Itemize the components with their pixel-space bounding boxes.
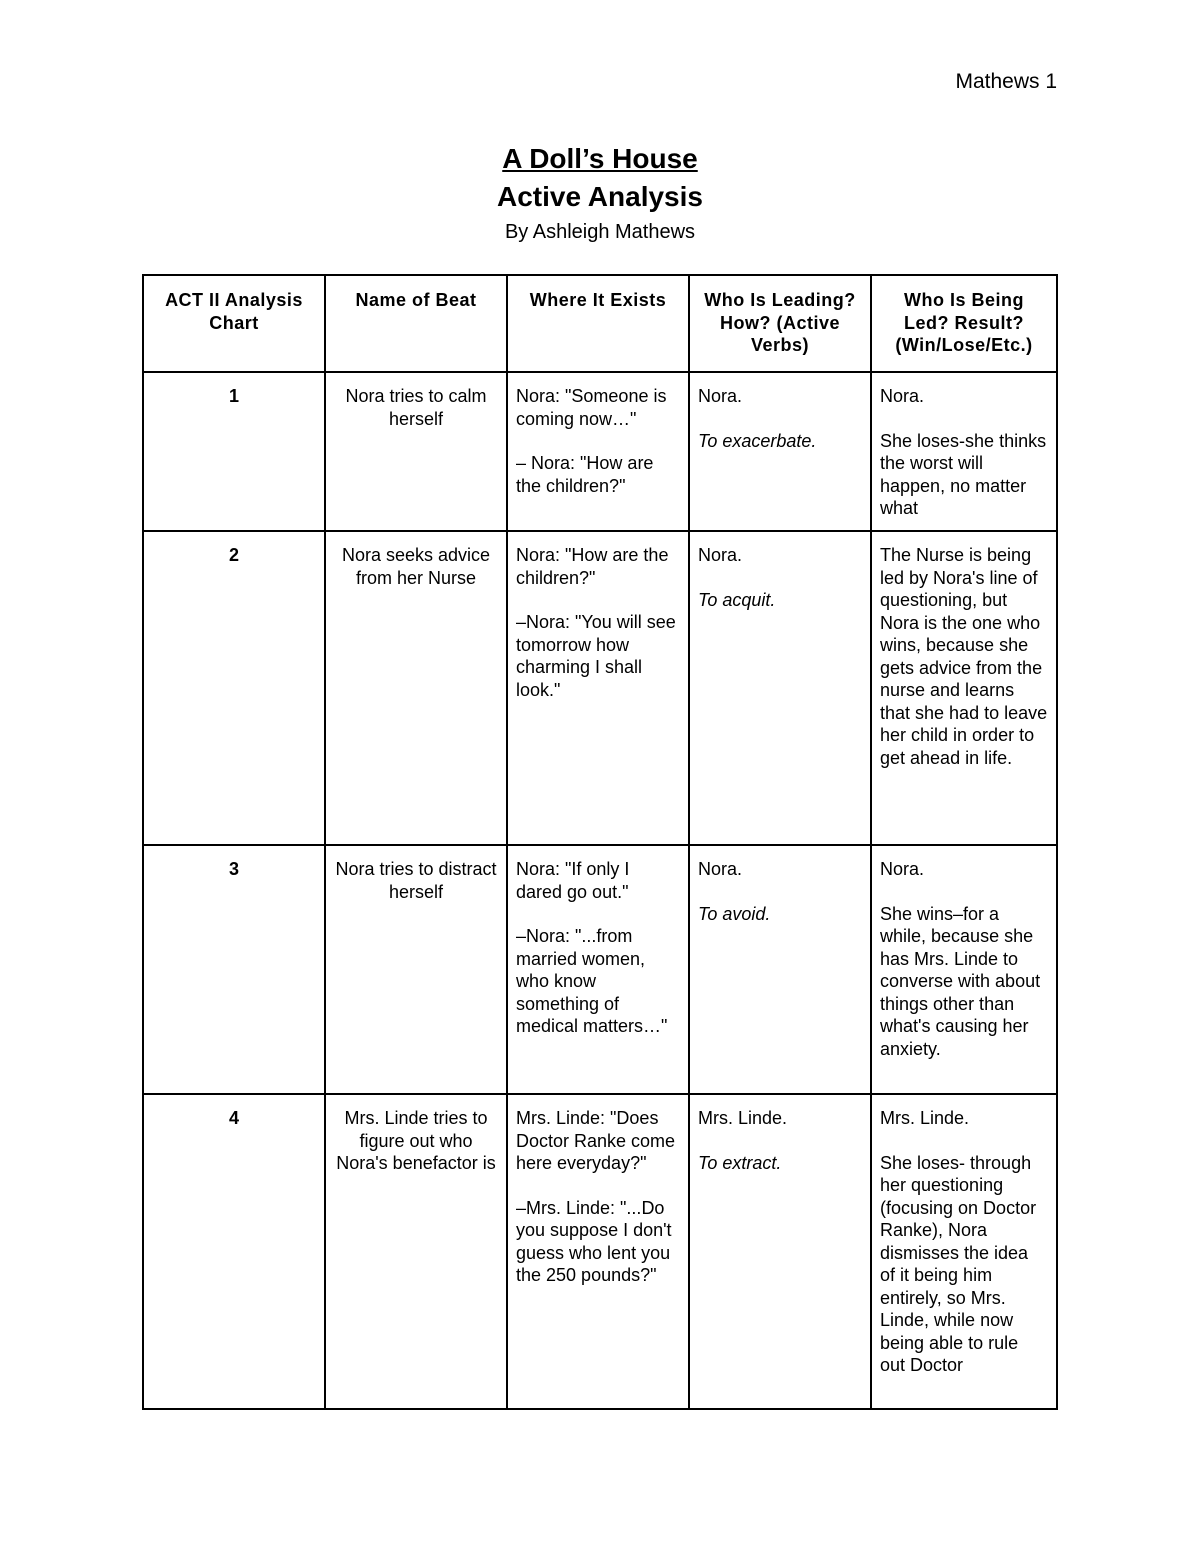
table-row	[143, 531, 1057, 845]
quote: Nora: "Someone is coming now…"	[516, 386, 667, 429]
quote: – Nora: "How are the children?"	[516, 453, 654, 496]
quote: –Nora: "...from married women, who know something of medical matters…"	[516, 926, 668, 1036]
header-where: Where It Exists	[507, 275, 689, 372]
beat-name: Nora seeks advice from her Nurse	[325, 531, 507, 845]
led-name: Nora.	[880, 386, 925, 406]
beat-where	[507, 845, 689, 1094]
quote: –Nora: "You will see tomorrow how charming I shall look."	[516, 612, 676, 700]
document-title: A Doll’s House	[502, 143, 698, 174]
page-number-header: Mathews 1	[955, 70, 1057, 93]
beat-name: Nora tries to calm herself	[325, 372, 507, 531]
beat-name: Nora tries to distract herself	[325, 845, 507, 1094]
table-header-row	[143, 275, 1057, 372]
header-leader: Who Is Leading? How? (Active Verbs)	[689, 275, 871, 372]
beat-number: 3	[143, 845, 325, 1094]
active-verb: To acquit.	[698, 589, 776, 610]
beat-led	[871, 1094, 1057, 1409]
beat-leader	[689, 372, 871, 531]
beat-number: 4	[143, 1094, 325, 1409]
quote: Nora: "How are the children?"	[516, 545, 669, 588]
active-verb: To exacerbate.	[698, 430, 817, 451]
result: She loses- through her questioning (focusing on Doctor Ranke), Nora dismisses the idea of it being him entirely, so Mrs. Linde, while now being able to rule out Doctor	[880, 1152, 1037, 1375]
beat-led	[871, 372, 1057, 531]
led-name: Mrs. Linde.	[880, 1108, 970, 1128]
beat-where	[507, 1094, 689, 1409]
leader-name: Nora.	[698, 859, 743, 879]
beat-number: 1	[143, 372, 325, 531]
beat-leader	[689, 1094, 871, 1409]
result: She loses-she thinks the worst will happen, no matter what	[880, 430, 1047, 518]
beat-name: Mrs. Linde tries to figure out who Nora's benefactor is	[325, 1094, 507, 1409]
result: The Nurse is being led by Nora's line of questioning, but Nora is the one who wins, because she gets advice from the nurse and learns that she had to leave her child in order to get ahead in life.	[880, 545, 1048, 768]
beat-number: 2	[143, 531, 325, 845]
beat-where	[507, 372, 689, 531]
quote: Nora: "If only I dared go out."	[516, 859, 630, 902]
led-name: Nora.	[880, 859, 925, 879]
document-subtitle: Active Analysis	[497, 181, 703, 212]
title-block	[0, 140, 1200, 246]
beat-led	[871, 845, 1057, 1094]
analysis-chart-table	[142, 274, 1058, 1410]
active-verb: To avoid.	[698, 903, 771, 924]
quote: Mrs. Linde: "Does Doctor Ranke come here everyday?"	[516, 1108, 676, 1173]
table-row	[143, 845, 1057, 1094]
document-author: By Ashleigh Mathews	[504, 221, 696, 243]
table-row	[143, 372, 1057, 531]
leader-name: Mrs. Linde.	[698, 1108, 788, 1128]
beat-leader	[689, 531, 871, 845]
header-beat-name: Name of Beat	[325, 275, 507, 372]
result: She wins–for a while, because she has Mrs. Linde to converse with about things other than what's causing her anxiety.	[880, 903, 1041, 1059]
leader-name: Nora.	[698, 386, 743, 406]
beat-where	[507, 531, 689, 845]
beat-leader	[689, 845, 871, 1094]
table-row	[143, 1094, 1057, 1409]
quote: –Mrs. Linde: "...Do you suppose I don't guess who lent you the 250 pounds?"	[516, 1197, 672, 1285]
header-led: Who Is Being Led? Result? (Win/Lose/Etc.)	[871, 275, 1057, 372]
active-verb: To extract.	[698, 1152, 782, 1173]
header-act: ACT II Analysis Chart	[143, 275, 325, 372]
leader-name: Nora.	[698, 545, 743, 565]
beat-led	[871, 531, 1057, 845]
